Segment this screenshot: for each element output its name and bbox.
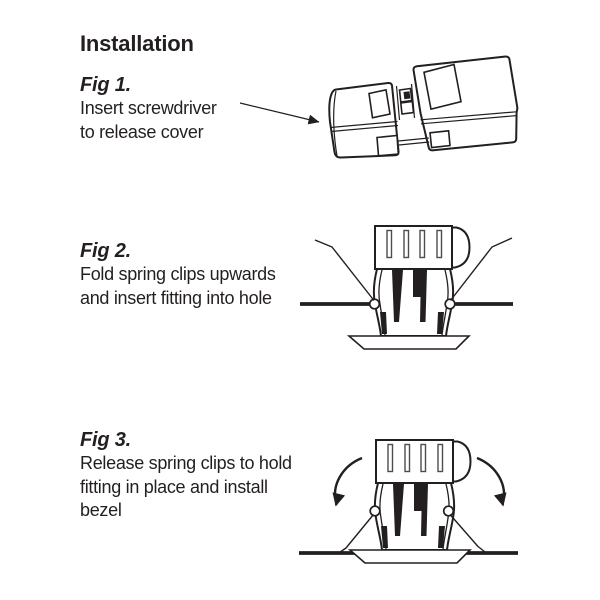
- connector-rail: [399, 138, 429, 141]
- spring-clip-pivot-right: [444, 506, 454, 516]
- downlight-fitting: [350, 440, 471, 563]
- screwdriver-insert-arrow: [240, 103, 319, 122]
- box-right-cable-tab: [430, 131, 450, 148]
- fig2-line-2: and insert fitting into hole: [80, 287, 272, 308]
- rotate-down-arrow-left: [335, 458, 362, 505]
- spring-clip-pivot-left: [370, 299, 380, 309]
- fig2-label: Fig 2.: [80, 240, 132, 262]
- downlight-fitting: [349, 226, 470, 349]
- fig1-illustration: [240, 57, 517, 158]
- fig3-line-2: fitting in place and install: [80, 476, 268, 497]
- fig1-line-1: Insert screwdriver: [80, 98, 217, 118]
- rotate-down-arrow-right: [477, 458, 504, 505]
- box-right-label: [424, 65, 461, 110]
- fig1-line-2: to release cover: [80, 121, 204, 142]
- fig3-line-1: Release spring clips to hold: [80, 453, 292, 473]
- box-left-cable-tab: [377, 136, 398, 156]
- fig3-line-3: bezel: [80, 500, 122, 520]
- fig1-label: Fig 1.: [80, 74, 132, 96]
- connector-latch: [404, 91, 411, 99]
- box-left-label: [369, 90, 390, 118]
- fig3-illustration: [299, 440, 518, 563]
- spring-clip-wire-left-down: [338, 515, 374, 554]
- page-title: Installation: [80, 31, 194, 56]
- fig2-line-1: Fold spring clips upwards: [80, 264, 276, 284]
- spring-clip-pivot-left: [370, 506, 380, 516]
- connector-rail: [399, 142, 429, 145]
- spring-clip-wire-left-up: [315, 240, 374, 301]
- connector-block-lower: [401, 102, 414, 115]
- spring-clip-pivot-right: [445, 299, 455, 309]
- spring-clip-wire-right-down: [450, 515, 487, 554]
- fig3-label: Fig 3.: [80, 429, 132, 451]
- fig2-illustration: [300, 226, 513, 349]
